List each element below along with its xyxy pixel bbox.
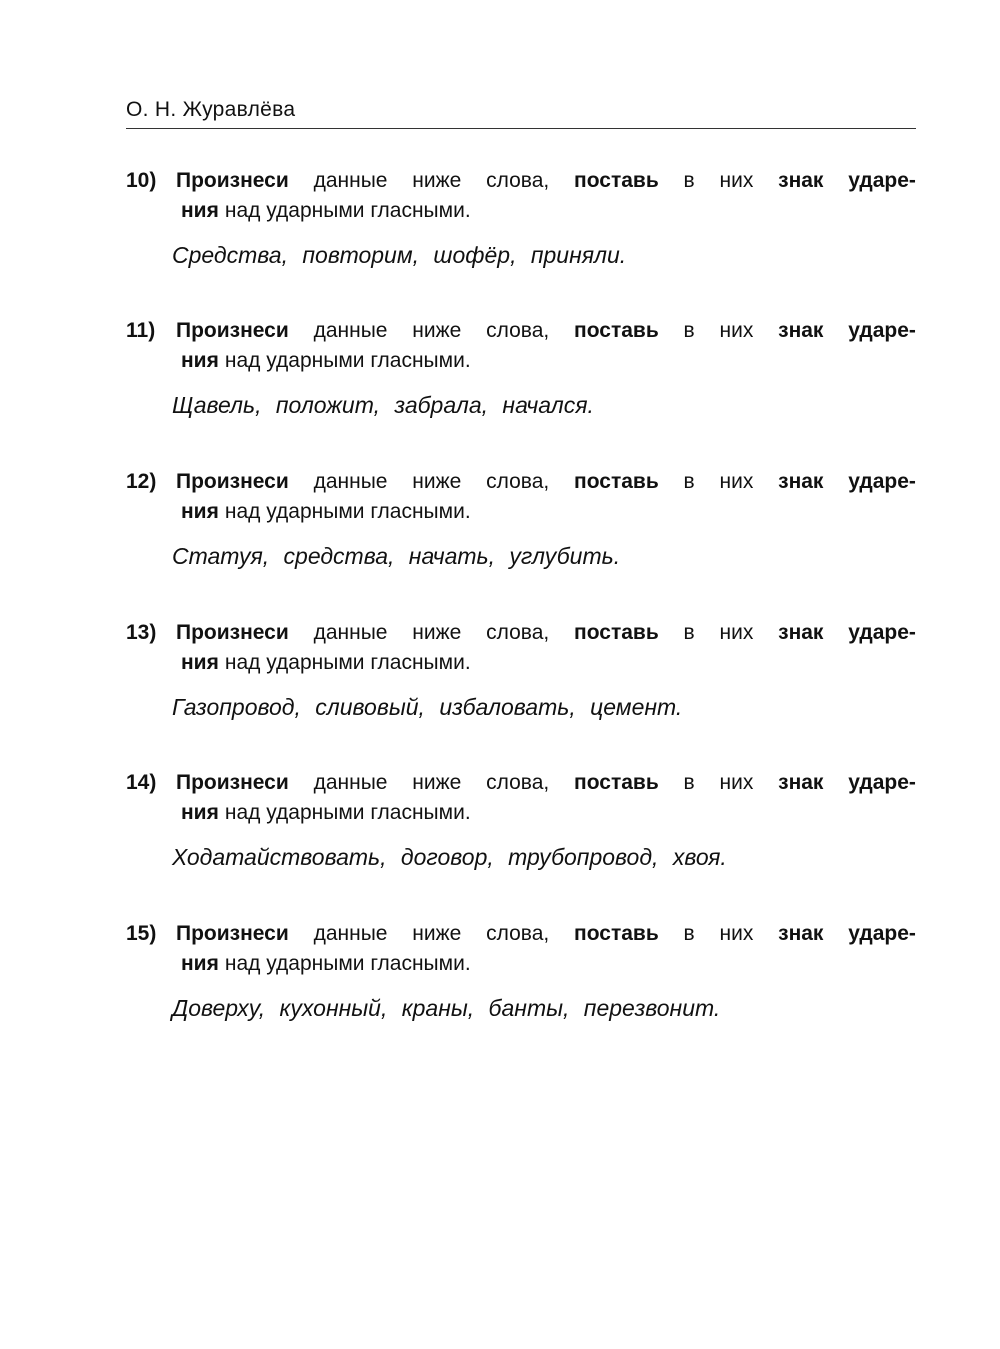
instruction-word: в <box>683 169 695 192</box>
instruction-word: в <box>683 922 695 945</box>
instruction-word: Произнеси <box>176 470 289 493</box>
instruction-word: слова, <box>486 771 550 794</box>
instruction-word: поставь <box>574 621 659 644</box>
instruction-word: поставь <box>574 771 659 794</box>
instruction-rest: над ударными гласными. <box>224 952 471 975</box>
exercise-task <box>126 166 916 226</box>
instruction-word: знак <box>778 470 824 493</box>
instruction-word: ниже <box>412 922 462 945</box>
exercise-task <box>126 316 916 376</box>
instruction-word: Произнеси <box>176 771 289 794</box>
instruction-word: ния <box>181 651 219 674</box>
instruction-word: слова, <box>486 169 550 192</box>
instruction-word: ниже <box>412 319 462 342</box>
exercise-10 <box>126 166 916 270</box>
instruction-rest: над ударными гласными. <box>224 801 471 824</box>
instruction-word: ударе- <box>848 771 916 794</box>
exercise-words: Ходатайствовать, договор, трубопровод, хвоя. <box>172 844 727 870</box>
instruction-word: поставь <box>574 922 659 945</box>
instruction-word: них <box>719 319 754 342</box>
instruction-word: ниже <box>412 621 462 644</box>
exercise-number: 15) <box>126 922 157 945</box>
exercise-words: Доверху, кухонный, краны, банты, перезвонит. <box>172 995 721 1021</box>
instruction-word: данные <box>313 771 388 794</box>
instruction-rest: над ударными гласными. <box>224 349 471 372</box>
exercise-15 <box>126 919 916 1023</box>
exercise-number: 10) <box>126 169 157 192</box>
exercise-11 <box>126 316 916 420</box>
instruction-word: ния <box>181 349 219 372</box>
instruction-word: поставь <box>574 470 659 493</box>
instruction-word: знак <box>778 169 824 192</box>
instruction-word: в <box>683 771 695 794</box>
exercise-words: Статуя, средства, начать, углубить. <box>172 543 621 569</box>
instruction-word: данные <box>313 470 388 493</box>
exercise-12 <box>126 467 916 571</box>
instruction-word: данные <box>313 319 388 342</box>
instruction-word: слова, <box>486 621 550 644</box>
instruction-rest: над ударными гласными. <box>224 651 471 674</box>
instruction-word: них <box>719 470 754 493</box>
instruction-word: в <box>683 621 695 644</box>
instruction-word: слова, <box>486 470 550 493</box>
exercise-words: Щавель, положит, забрала, начался. <box>172 392 594 418</box>
page-header <box>126 98 916 129</box>
exercise-task <box>126 467 916 527</box>
instruction-word: Произнеси <box>176 922 289 945</box>
header-author: О. Н. Журавлёва <box>126 98 296 121</box>
instruction-word: ния <box>181 199 219 222</box>
instruction-word: ударе- <box>848 922 916 945</box>
instruction-word: слова, <box>486 922 550 945</box>
instruction-word: знак <box>778 319 824 342</box>
instruction-word: ударе- <box>848 621 916 644</box>
instruction-word: ния <box>181 500 219 523</box>
instruction-word: Произнеси <box>176 621 289 644</box>
instruction-word: Произнеси <box>176 169 289 192</box>
instruction-word: них <box>719 771 754 794</box>
instruction-word: данные <box>313 922 388 945</box>
instruction-word: ния <box>181 801 219 824</box>
instruction-word: ниже <box>412 771 462 794</box>
exercise-task <box>126 919 916 979</box>
instruction-word: них <box>719 169 754 192</box>
exercise-number: 13) <box>126 621 157 644</box>
instruction-word: ударе- <box>848 470 916 493</box>
instruction-word: поставь <box>574 319 659 342</box>
instruction-word: знак <box>778 621 824 644</box>
instruction-word: ниже <box>412 470 462 493</box>
instruction-word: знак <box>778 771 824 794</box>
instruction-word: ударе- <box>848 319 916 342</box>
exercise-number: 14) <box>126 771 157 794</box>
exercise-14 <box>126 768 916 872</box>
instruction-word: данные <box>313 169 388 192</box>
instruction-word: поставь <box>574 169 659 192</box>
instruction-word: данные <box>313 621 388 644</box>
instruction-word: знак <box>778 922 824 945</box>
instruction-rest: над ударными гласными. <box>224 500 471 523</box>
instruction-word: ниже <box>412 169 462 192</box>
instruction-word: слова, <box>486 319 550 342</box>
instruction-word: Произнеси <box>176 319 289 342</box>
exercise-task <box>126 768 916 828</box>
instruction-word: в <box>683 319 695 342</box>
instruction-word: них <box>719 922 754 945</box>
exercise-number: 11) <box>126 319 156 342</box>
exercise-words: Газопровод, сливовый, избаловать, цемент. <box>172 694 683 720</box>
instruction-word: в <box>683 470 695 493</box>
exercise-13 <box>126 618 916 722</box>
exercise-number: 12) <box>126 470 157 493</box>
instruction-word: них <box>719 621 754 644</box>
instruction-word: ния <box>181 952 219 975</box>
exercise-task <box>126 618 916 678</box>
exercise-words: Средства, повторим, шофёр, приняли. <box>172 242 627 268</box>
instruction-word: ударе- <box>848 169 916 192</box>
instruction-rest: над ударными гласными. <box>224 199 471 222</box>
